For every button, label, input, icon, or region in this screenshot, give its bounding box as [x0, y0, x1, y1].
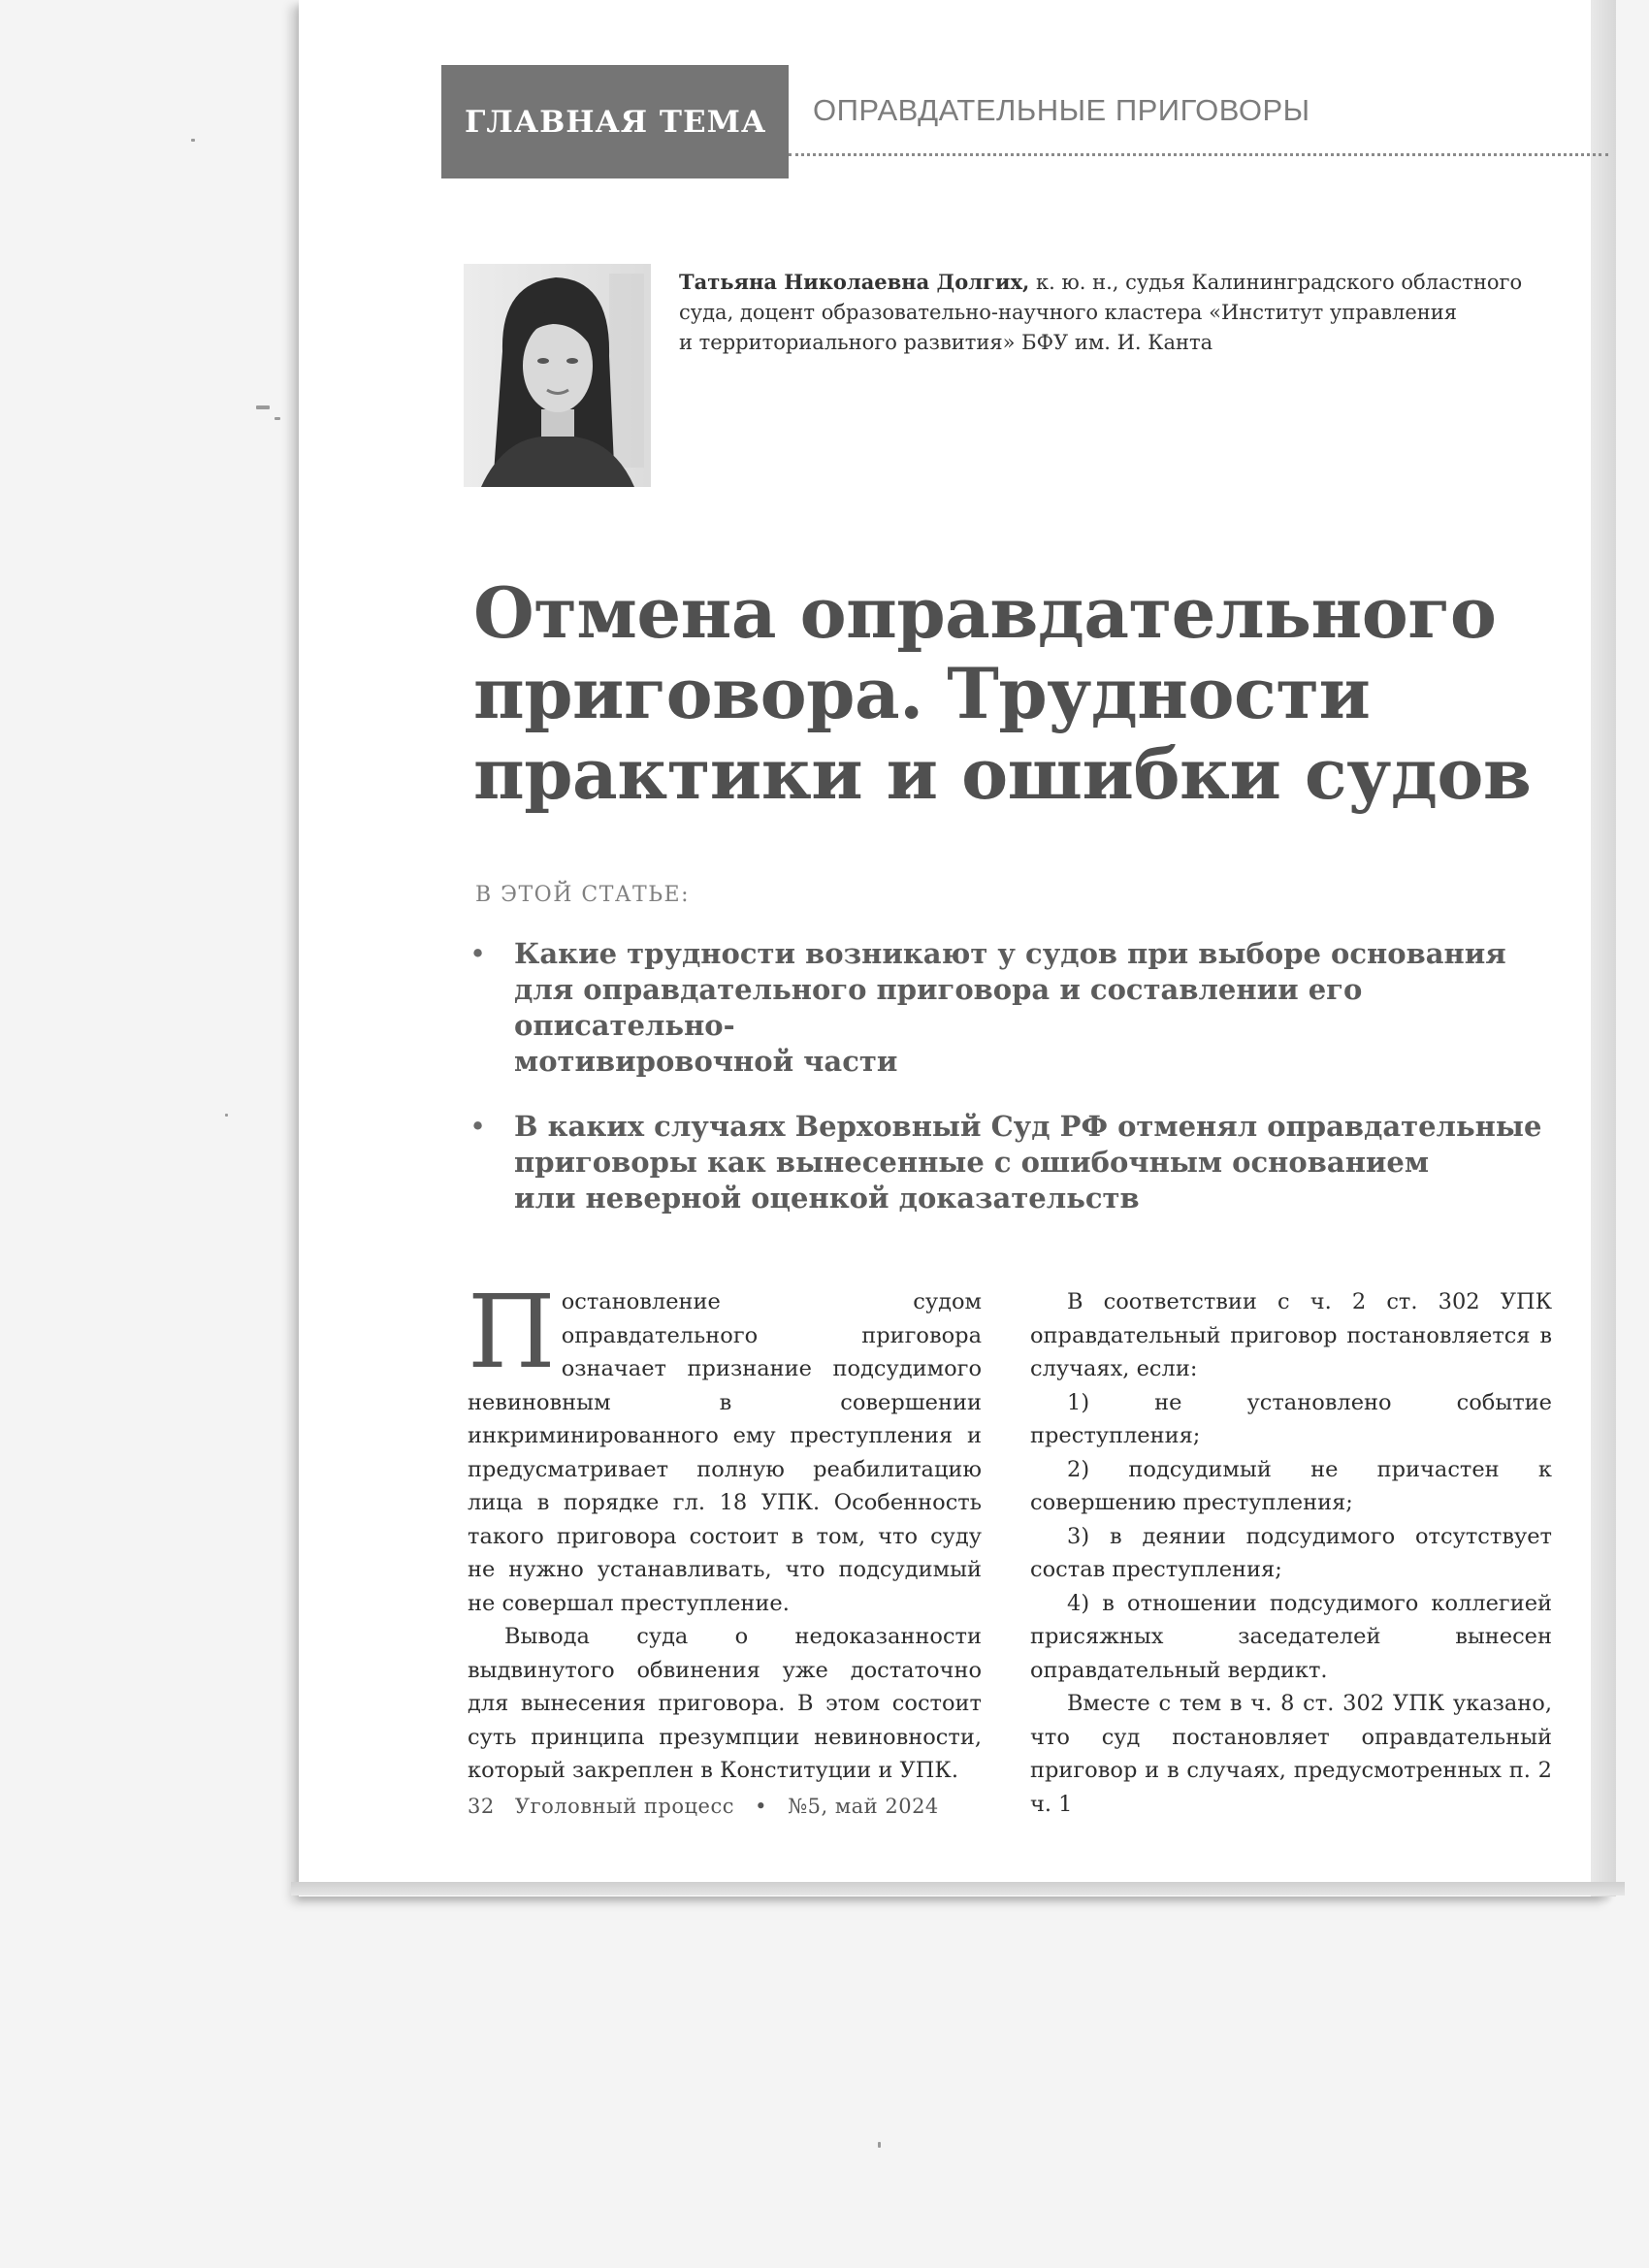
- article-highlights: [466, 936, 1571, 1246]
- body-paragraph: Вместе с тем в ч. 8 ст. 302 УПК указано, что суд постановляет оправдательный приговор и в случаях, предусмотренных п. 2 ч. 1: [1030, 1691, 1552, 1817]
- author-bio: [679, 267, 1552, 358]
- highlight-item: [466, 936, 1571, 1080]
- page-edge: [1591, 0, 1616, 1896]
- drop-cap: П: [468, 1273, 556, 1391]
- page-number: 32: [468, 1795, 495, 1818]
- list-item: 1) не установлено событие преступления;: [1030, 1389, 1552, 1448]
- scan-speck: [275, 417, 280, 420]
- page-bottom-edge: [291, 1882, 1625, 1895]
- highlight-line: приговоры как вынесенные с ошибочным основанием: [514, 1146, 1430, 1179]
- highlight-line: для оправдательного приговора и составлении его описательно-: [514, 973, 1363, 1042]
- highlight-line: В каких случаях Верховный Суд РФ отменял оправдательные: [514, 1110, 1542, 1143]
- list-item: 3) в деянии подсудимого отсутствует состав преступления;: [1030, 1523, 1552, 1582]
- article-title: [473, 572, 1560, 814]
- highlight-line: мотивировочной части: [514, 1045, 898, 1078]
- in-article-label: В ЭТОЙ СТАТЬЕ:: [475, 883, 691, 907]
- body-column-right: [1030, 1285, 1552, 1821]
- dotted-divider: [789, 153, 1608, 156]
- title-line2: приговора. Трудности: [473, 652, 1371, 734]
- body-paragraph: Вывода суда о недоказанности выдвинутого обвинения уже достаточно для вынесения приговора. В этом состоит суть принципа презумпции невиновности, который закреплен в Конституции и УПК.: [468, 1624, 982, 1783]
- body-paragraph: В соответствии с ч. 2 ст. 302 УПК оправдательный приговор постановляется в случаях, если:: [1030, 1289, 1552, 1381]
- body-column-left: [468, 1273, 982, 1788]
- title-line3: практики и ошибки судов: [473, 732, 1532, 815]
- list-item: 2) подсудимый не причастен к совершению преступления;: [1030, 1456, 1552, 1515]
- journal-name: Уголовный процесс: [514, 1795, 734, 1818]
- paragraph-text: остановление судом оправдательного приговора означает признание подсудимого невиновным в совершении инкриминированного ему преступления и предусматривает полную реабилитацию лица в порядке гл. 18 УПК. Особенность такого приговора состоит в том, что суду не нужно устанавливать, что подсудимый не совершал преступление.: [468, 1289, 982, 1616]
- bullet-icon: •: [469, 1110, 487, 1143]
- list-item: 4) в отношении подсудимого коллегией присяжных заседателей вынесен оправдательный вердикт.: [1030, 1590, 1552, 1683]
- scan-speck: [191, 139, 195, 142]
- highlight-line: или неверной оценкой доказательств: [514, 1182, 1140, 1215]
- section-topic: ОПРАВДАТЕЛЬНЫЕ ПРИГОВОРЫ: [813, 93, 1310, 127]
- highlight-item: [466, 1109, 1571, 1216]
- scan-speck: [878, 2142, 881, 2148]
- author-bio-line3: и территориального развития» БФУ им. И. Канта: [679, 331, 1213, 354]
- section-tag: ГЛАВНАЯ ТЕМА: [441, 65, 789, 178]
- page-footer: [468, 1795, 953, 1818]
- author-name: Татьяна Николаевна Долгих,: [679, 270, 1030, 294]
- bullet-icon: •: [469, 937, 487, 970]
- author-bio-line2: суда, доцент образовательно-научного кластера «Институт управления: [679, 301, 1458, 324]
- author-photo: [464, 264, 651, 487]
- footer-separator: •: [755, 1795, 768, 1818]
- body-paragraph: [468, 1273, 982, 1620]
- title-line1: Отмена оправдательного: [473, 571, 1497, 654]
- scan-speck: [225, 1114, 228, 1117]
- highlight-line: Какие трудности возникают у судов при выборе основания: [514, 937, 1506, 970]
- author-bio-line1: к. ю. н., судья Калининградского областного: [1029, 271, 1523, 294]
- scan-speck: [256, 405, 270, 409]
- journal-issue: №5, май 2024: [788, 1795, 939, 1818]
